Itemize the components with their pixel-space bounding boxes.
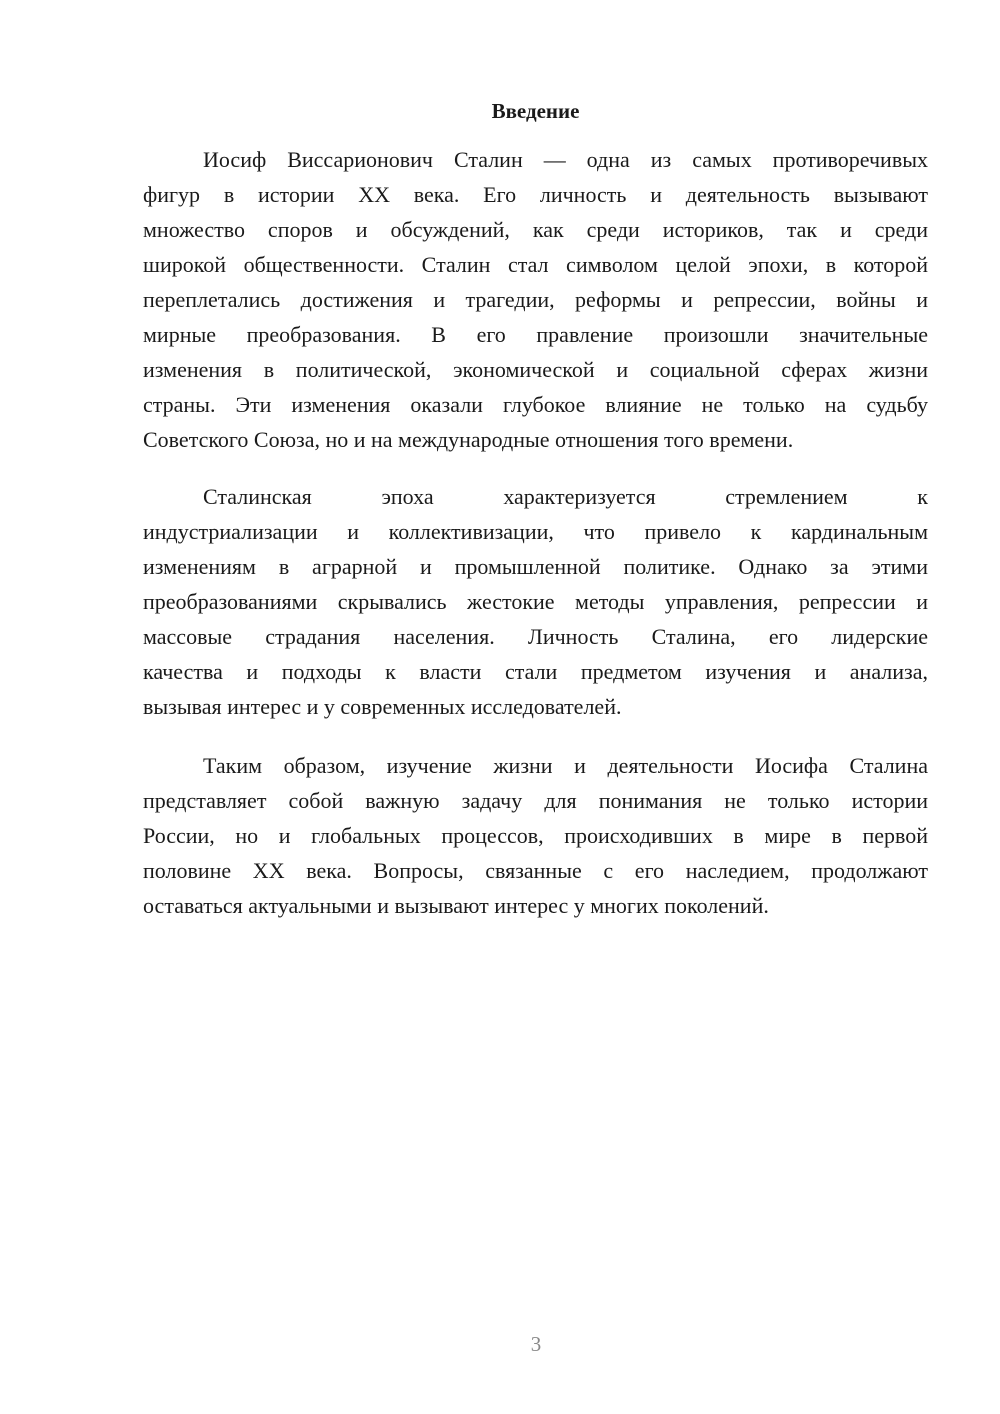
text-line: вызывая интерес и у современных исследователей. — [143, 694, 622, 719]
text-line: множество споров и обсуждений, как среди историков, так и среди — [143, 217, 928, 242]
text-line: оставаться актуальными и вызывают интерес у многих поколений. — [143, 893, 769, 918]
text-line: мирные преобразования. В его правление произошли значительные — [143, 322, 928, 347]
text-line: половине XX века. Вопросы, связанные с его наследием, продолжают — [143, 858, 928, 883]
text-line: представляет собой важную задачу для понимания не только истории — [143, 788, 928, 813]
paragraph-3 — [143, 748, 928, 923]
text-line: изменения в политической, экономической и социальной сферах жизни — [143, 357, 928, 382]
text-line: фигур в истории XX века. Его личность и деятельность вызывают — [143, 182, 928, 207]
text-line: широкой общественности. Сталин стал символом целой эпохи, в которой — [143, 252, 928, 277]
paragraph-2 — [143, 479, 928, 724]
text-line: страны. Эти изменения оказали глубокое влияние не только на судьбу — [143, 392, 928, 417]
text-line: изменениям в аграрной и промышленной политике. Однако за этими — [143, 554, 928, 579]
text-line: переплетались достижения и трагедии, реформы и репрессии, войны и — [143, 287, 928, 312]
page-number: 3 — [530, 1332, 542, 1356]
paragraph-1 — [143, 142, 928, 457]
text-line: массовые страдания населения. Личность Сталина, его лидерские — [143, 624, 928, 649]
text-line: Таким образом, изучение жизни и деятельности Иосифа Сталина — [203, 753, 928, 778]
text-line: Советского Союза, но и на международные отношения того времени. — [143, 427, 794, 452]
text-line: Сталинская эпоха характеризуется стремлением к — [203, 484, 928, 509]
text-line: Иосиф Виссарионович Сталин — одна из самых противоречивых — [203, 147, 928, 172]
text-line: индустриализации и коллективизации, что привело к кардинальным — [143, 519, 928, 544]
section-title: Введение — [491, 99, 580, 123]
text-line: качества и подходы к власти стали предметом изучения и анализа, — [143, 659, 928, 684]
text-line: преобразованиями скрывались жестокие методы управления, репрессии и — [143, 589, 928, 614]
text-line: России, но и глобальных процессов, происходивших в мире в первой — [143, 823, 928, 848]
